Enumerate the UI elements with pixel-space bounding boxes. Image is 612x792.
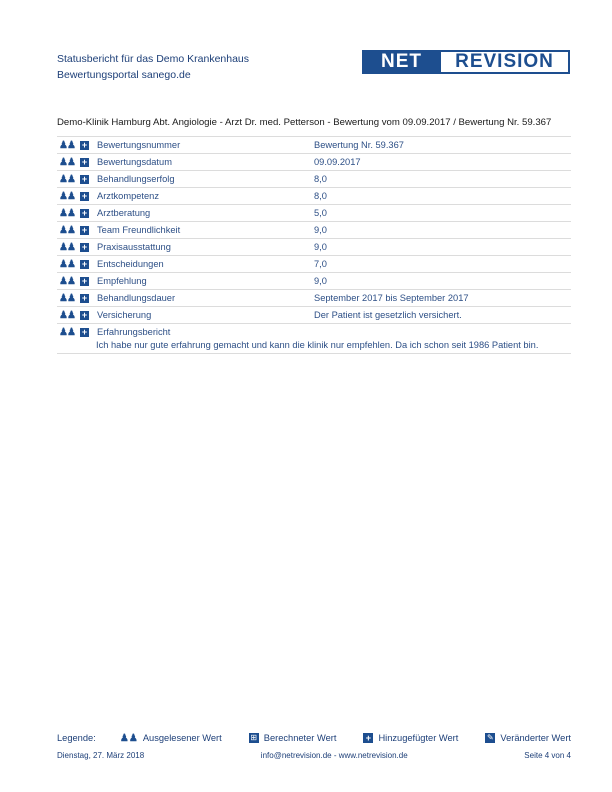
people-icon: ♟♟: [59, 173, 75, 185]
page-footer: [57, 751, 571, 760]
row-value: 9,0: [314, 242, 327, 252]
legend-read: [120, 733, 222, 743]
calculator-icon: ⊞: [250, 733, 258, 742]
row-value: 9,0: [314, 225, 327, 235]
report-header: [57, 51, 249, 83]
table-row: [57, 136, 571, 154]
report-title: Statusbericht für das Demo Krankenhaus: [57, 53, 250, 65]
logo-revision: REVISION: [441, 50, 570, 74]
row-label: Empfehlung: [97, 276, 147, 286]
plus-box-icon: +: [81, 275, 88, 286]
table-row: [57, 154, 571, 171]
row-value: 5,0: [314, 208, 327, 218]
plus-box-icon: +: [81, 241, 88, 252]
row-value: 09.09.2017: [314, 157, 361, 167]
row-value: 7,0: [314, 259, 327, 269]
plus-box-icon: +: [81, 173, 88, 184]
people-icon: ♟♟: [59, 292, 75, 304]
table-row: [57, 171, 571, 188]
row-value: Bewertung Nr. 59.367: [314, 140, 404, 150]
report-text: Ich habe nur gute erfahrung gemacht und kann die klinik nur empfehlen. Da ich schon seit 1986 Patient bin.: [96, 340, 539, 350]
row-label: Praxisausstattung: [97, 242, 171, 252]
report-label: Erfahrungsbericht: [97, 327, 171, 337]
footer-date: Dienstag, 27. März 2018: [57, 751, 145, 760]
page-number: Seite 4 von 4: [524, 751, 571, 760]
legend-calc-label: Berechneter Wert: [263, 733, 337, 743]
document-title: Demo-Klinik Hamburg Abt. Angiologie - Arzt Dr. med. Petterson - Bewertung vom 09.09.2017 / Bewertung Nr. 59.367: [57, 117, 552, 128]
table-row: [57, 222, 571, 239]
portal-name: Bewertungsportal sanego.de: [57, 69, 191, 81]
row-label: Bewertungsnummer: [97, 140, 181, 150]
plus-box-icon: +: [81, 190, 88, 201]
row-label: Entscheidungen: [97, 259, 164, 269]
people-icon: ♟♟: [59, 258, 75, 270]
table-row: [57, 290, 571, 307]
legend: [57, 733, 571, 743]
legend-add-label: Hinzugefügter Wert: [378, 733, 459, 743]
legend-label: Legende:: [57, 733, 96, 743]
legend-changed: [485, 733, 571, 743]
plus-box-icon: +: [363, 733, 373, 743]
plus-box-icon: +: [81, 258, 88, 269]
logo-net: NET: [362, 50, 441, 74]
people-icon: ♟♟: [119, 733, 138, 744]
people-icon: ♟♟: [59, 275, 75, 287]
table-row: [57, 256, 571, 273]
rating-table: [57, 136, 571, 354]
people-icon: ♟♟: [59, 224, 75, 236]
people-icon: ♟♟: [59, 139, 75, 151]
row-label: Arztberatung: [97, 208, 151, 218]
plus-box-icon: +: [81, 156, 88, 167]
legend-read-label: Ausgelesener Wert: [142, 733, 222, 743]
row-label: Behandlungserfolg: [97, 174, 175, 184]
table-row: [57, 188, 571, 205]
plus-box-icon: +: [81, 224, 88, 235]
row-value: Der Patient ist gesetzlich versichert.: [314, 310, 462, 320]
people-icon: ♟♟: [59, 309, 75, 321]
row-label: Versicherung: [97, 310, 152, 320]
legend-changed-label: Veränderter Wert: [500, 733, 571, 743]
row-label: Team Freundlichkeit: [97, 225, 181, 235]
people-icon: ♟♟: [59, 156, 75, 168]
plus-box-icon: +: [81, 207, 88, 218]
edit-icon: ✎: [487, 733, 494, 742]
footer-contact: info@netrevision.de - www.netrevision.de: [260, 751, 408, 760]
people-icon: ♟♟: [59, 326, 75, 338]
table-row: [57, 307, 571, 324]
experience-report-row: [57, 324, 571, 354]
people-icon: ♟♟: [59, 241, 75, 253]
row-label: Bewertungsdatum: [97, 157, 172, 167]
plus-box-icon: +: [81, 292, 88, 303]
row-label: Behandlungsdauer: [97, 293, 176, 303]
people-icon: ♟♟: [59, 207, 75, 219]
row-label: Arztkompetenz: [97, 191, 160, 201]
plus-box-icon: +: [81, 139, 88, 150]
plus-box-icon: +: [81, 326, 88, 337]
table-row: [57, 273, 571, 290]
table-row: [57, 205, 571, 222]
legend-calc: [249, 733, 337, 743]
plus-box-icon: +: [81, 309, 88, 320]
row-value: 8,0: [314, 191, 327, 201]
netrevision-logo: [362, 50, 570, 74]
legend-add: [363, 733, 458, 743]
people-icon: ♟♟: [59, 190, 75, 202]
row-value: 9,0: [314, 276, 327, 286]
row-value: September 2017 bis September 2017: [314, 293, 469, 303]
row-value: 8,0: [314, 174, 327, 184]
table-row: [57, 239, 571, 256]
